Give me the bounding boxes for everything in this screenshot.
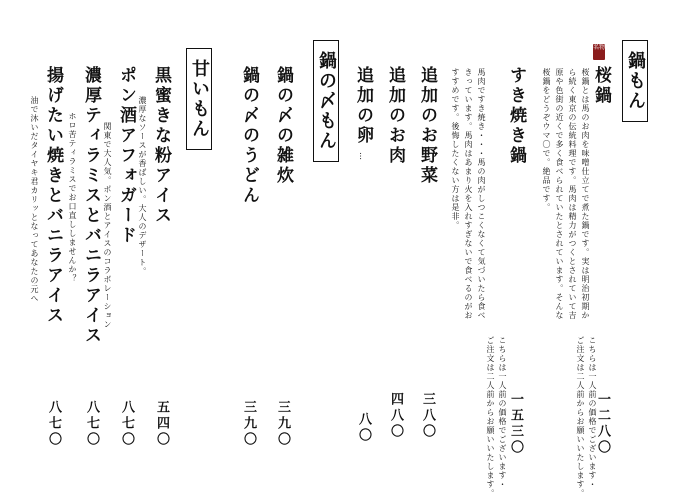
dish-ponshu-affogato: ポン酒アフォガード bbox=[116, 66, 136, 246]
section-title-amaimon: 甘いもん bbox=[186, 48, 212, 150]
sukiyaki-price: 一五三〇 bbox=[508, 392, 523, 456]
ponshu-affogato-description: 関東で大人気。ポン酒とアイスのコラボレーション bbox=[103, 122, 112, 329]
dish-sakura-nabe: 桜鍋 bbox=[591, 66, 611, 106]
section-title-nabenoshime: 鍋の〆もん bbox=[313, 40, 339, 162]
sakura-price: 一二八〇 bbox=[595, 392, 610, 456]
dish-shime-udon: 鍋の〆のうどん bbox=[239, 66, 259, 206]
kuromitsu-ice-price: 五四〇 bbox=[154, 400, 169, 448]
dish-shime-zosui: 鍋の〆の雑炊 bbox=[273, 66, 293, 186]
sukiyaki-note-1: こちらは一人前の価格でございます・ bbox=[498, 336, 507, 489]
meibutsu-stamp-icon: 名物 bbox=[593, 44, 605, 60]
taiyaki-vanilla-description: 油で沐いだタイヤキ君カリッとなってあなたの元へ bbox=[30, 96, 39, 303]
dish-tiramisu-vanilla: 濃厚ティラミスとバニラアイス bbox=[81, 66, 101, 346]
sukiyaki-description: 馬肉ですき焼き・・・馬の肉がしつこくなくて気づいたら食べきっています。馬肉はあまり火を入れすぎないで食べるのがおすすめです。後悔したくない方は是非。 bbox=[451, 68, 486, 320]
extra-meat-price: 四八〇 bbox=[388, 392, 403, 440]
section-title-nabemon: 鍋もん bbox=[622, 40, 648, 122]
sakura-note-1: こちらは一人前の価格でございます・ bbox=[588, 336, 597, 489]
shime-zosui-price: 三九〇 bbox=[275, 400, 290, 448]
extra-egg-dots: … bbox=[358, 152, 367, 161]
sakura-note-2: ご注文は二人前からお願いいたします。 bbox=[576, 336, 585, 498]
dish-extra-meat: 追加のお肉 bbox=[385, 66, 405, 166]
dish-taiyaki-vanilla: 揚げたい焼きとバニラアイス bbox=[43, 66, 63, 326]
dish-extra-egg: 追加の卵 bbox=[353, 66, 373, 146]
kuromitsu-ice-description: 濃厚なソースが香ばしい。大人のデザート。 bbox=[138, 96, 147, 276]
extra-egg-price: 八〇 bbox=[356, 412, 371, 444]
ponshu-affogato-price: 八七〇 bbox=[119, 400, 134, 448]
extra-vegetables-price: 三八〇 bbox=[420, 392, 435, 440]
dish-extra-vegetables: 追加のお野菜 bbox=[417, 66, 437, 186]
sukiyaki-note-2: ご注文は二人前からお願いいたします。 bbox=[486, 336, 495, 498]
dish-kuromitsu-ice: 黒蜜きな粉アイス bbox=[151, 66, 171, 226]
shime-udon-price: 三九〇 bbox=[241, 400, 256, 448]
dish-sukiyaki: すき焼き鍋 bbox=[506, 66, 526, 166]
tiramisu-vanilla-price: 八七〇 bbox=[84, 400, 99, 448]
sakura-description: 桜鍋とは馬のお肉を味噌仕立てで煮た鍋です。実は明治初期から続く東京の伝統料理です。馬肉は精力がつくとされていて吉原や色街の近くで多く食べられていたとされています。そんな桜鍋をどうぞウマ〇で。絶品です。 bbox=[542, 68, 590, 320]
taiyaki-vanilla-price: 八七〇 bbox=[46, 400, 61, 448]
tiramisu-vanilla-description: ホロ苦ティラミスでお口直ししませんか？ bbox=[68, 112, 77, 283]
